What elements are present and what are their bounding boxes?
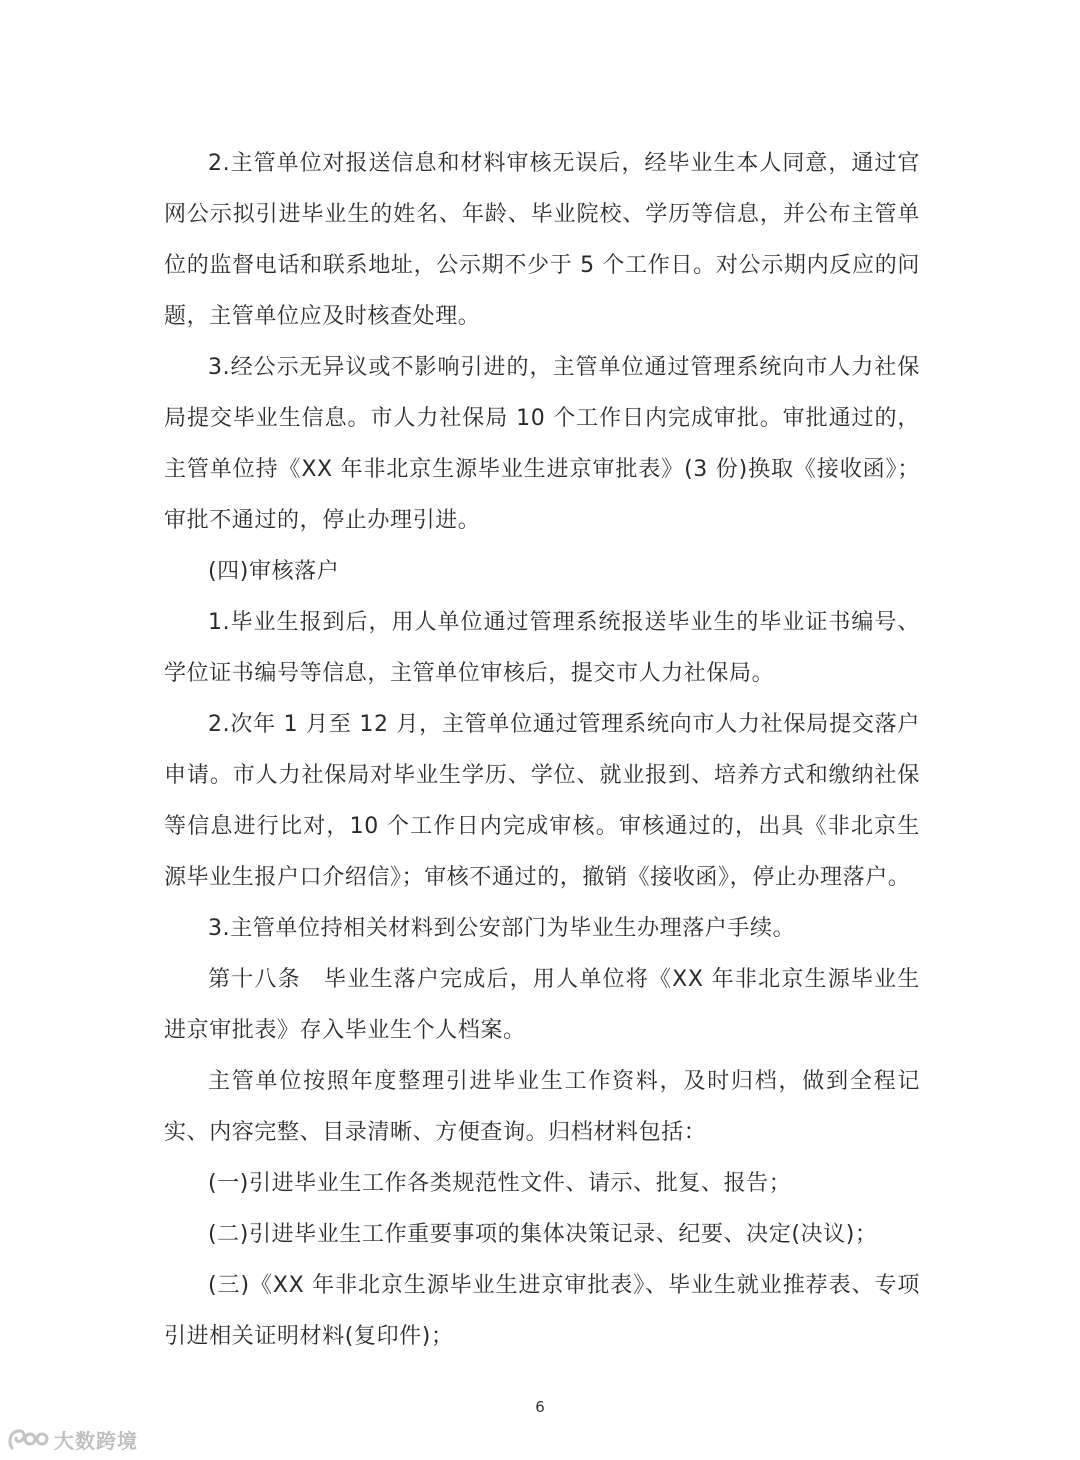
watermark-text: 大数跨境	[54, 1429, 138, 1453]
paragraph: 3.主管单位持相关材料到公安部门为毕业生办理落户手续。	[208, 916, 796, 941]
section-heading: (四)审核落户	[208, 559, 340, 584]
paragraph: 3.经公示无异议或不影响引进的，主管单位通过管理系统向市人力社保局提交毕业生信息。市人力社保局 10 个工作日内完成审批。审批通过的，主管单位持《XX 年非北京生源毕业生进京审批表》(3 份)换取《接收函》；审批不通过的，停止办理引进。	[164, 355, 920, 533]
logo-icon	[6, 1426, 50, 1454]
list-item: (二)引进毕业生工作重要事项的集体决策记录、纪要、决定(决议)；	[208, 1222, 878, 1247]
watermark	[6, 1425, 138, 1454]
list-item: (一)引进毕业生工作各类规范性文件、请示、批复、报告；	[208, 1171, 792, 1196]
article-paragraph: 第十八条 毕业生落户完成后，用人单位将《XX 年非北京生源毕业生进京审批表》存入毕业生个人档案。	[164, 967, 920, 1043]
paragraph: 主管单位按照年度整理引进毕业生工作资料，及时归档，做到全程记实、内容完整、目录清晰、方便查询。归档材料包括：	[164, 1069, 920, 1145]
paragraph: 2.次年 1 月至 12 月，主管单位通过管理系统向市人力社保局提交落户申请。市人力社保局对毕业生学历、学位、就业报到、培养方式和缴纳社保等信息进行比对，10 个工作日内完成审核。审核通过的，出具《非北京生源毕业生报户口介绍信》；审核不通过的，撤销《接收函》，停止办理落户。	[164, 712, 920, 890]
page-number: 6	[535, 1398, 545, 1416]
paragraph: 2.主管单位对报送信息和材料审核无误后，经毕业生本人同意，通过官网公示拟引进毕业生的姓名、年龄、毕业院校、学历等信息，并公布主管单位的监督电话和联系地址，公示期不少于 5 个工作日。对公示期内反应的问题，主管单位应及时核查处理。	[164, 151, 920, 329]
document-body	[164, 138, 920, 1362]
list-item: (三)《XX 年非北京生源毕业生进京审批表》、毕业生就业推荐表、专项引进相关证明材料(复印件)；	[164, 1273, 920, 1349]
paragraph: 1.毕业生报到后，用人单位通过管理系统报送毕业生的毕业证书编号、学位证书编号等信息，主管单位审核后，提交市人力社保局。	[164, 610, 920, 686]
